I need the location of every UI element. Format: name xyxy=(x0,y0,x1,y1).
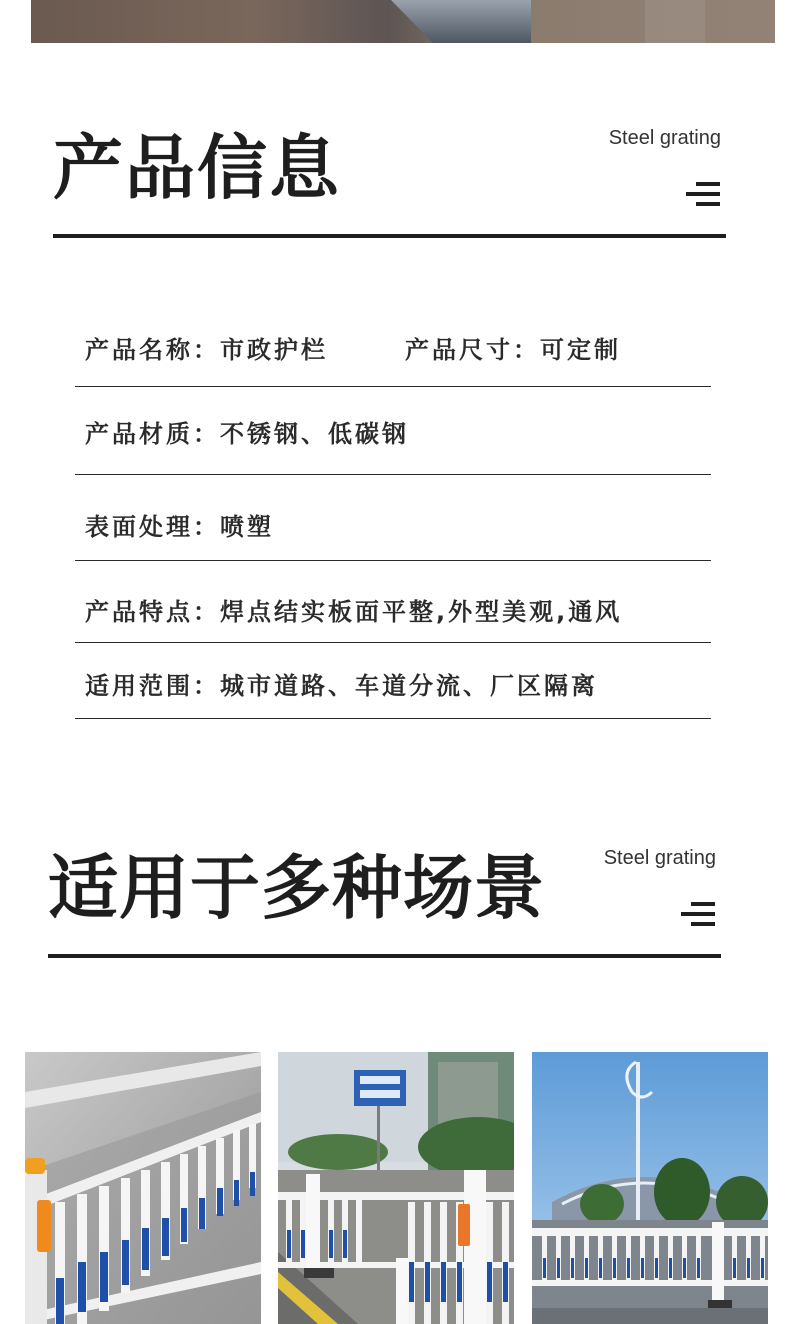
menu-lines-icon xyxy=(686,182,720,210)
guardrail-stadium-photo xyxy=(532,1052,768,1324)
product-info-title: 产品信息 xyxy=(53,127,341,209)
info-row-size: 产品尺寸：可定制 xyxy=(405,336,621,364)
info-row-surface: 表面处理：喷塑 xyxy=(85,513,274,541)
row-divider xyxy=(75,718,711,719)
info-row-name: 产品名称：市政护栏 xyxy=(85,336,328,364)
guardrail-on-road-photo xyxy=(25,1052,261,1324)
product-info-divider xyxy=(53,234,726,238)
row-divider xyxy=(75,474,711,475)
row-divider xyxy=(75,642,711,643)
row-divider xyxy=(75,386,711,387)
menu-lines-icon xyxy=(681,902,715,930)
scenes-title: 适用于多种场景 xyxy=(48,847,545,929)
top-product-photo xyxy=(31,0,775,43)
scenes-subtitle: Steel grating xyxy=(603,847,716,869)
guardrail-street-sign-photo xyxy=(278,1052,514,1324)
product-info-subtitle: Steel grating xyxy=(608,127,721,149)
guardrail-post-graphic xyxy=(391,0,531,43)
info-row-material: 产品材质：不锈钢、低碳钢 xyxy=(85,420,409,448)
info-row-applications: 适用范围：城市道路、车道分流、厂区隔离 xyxy=(85,672,598,700)
row-divider xyxy=(75,560,711,561)
info-row-features: 产品特点：焊点结实板面平整,外型美观,通风 xyxy=(85,598,623,626)
scenes-divider xyxy=(48,954,721,958)
